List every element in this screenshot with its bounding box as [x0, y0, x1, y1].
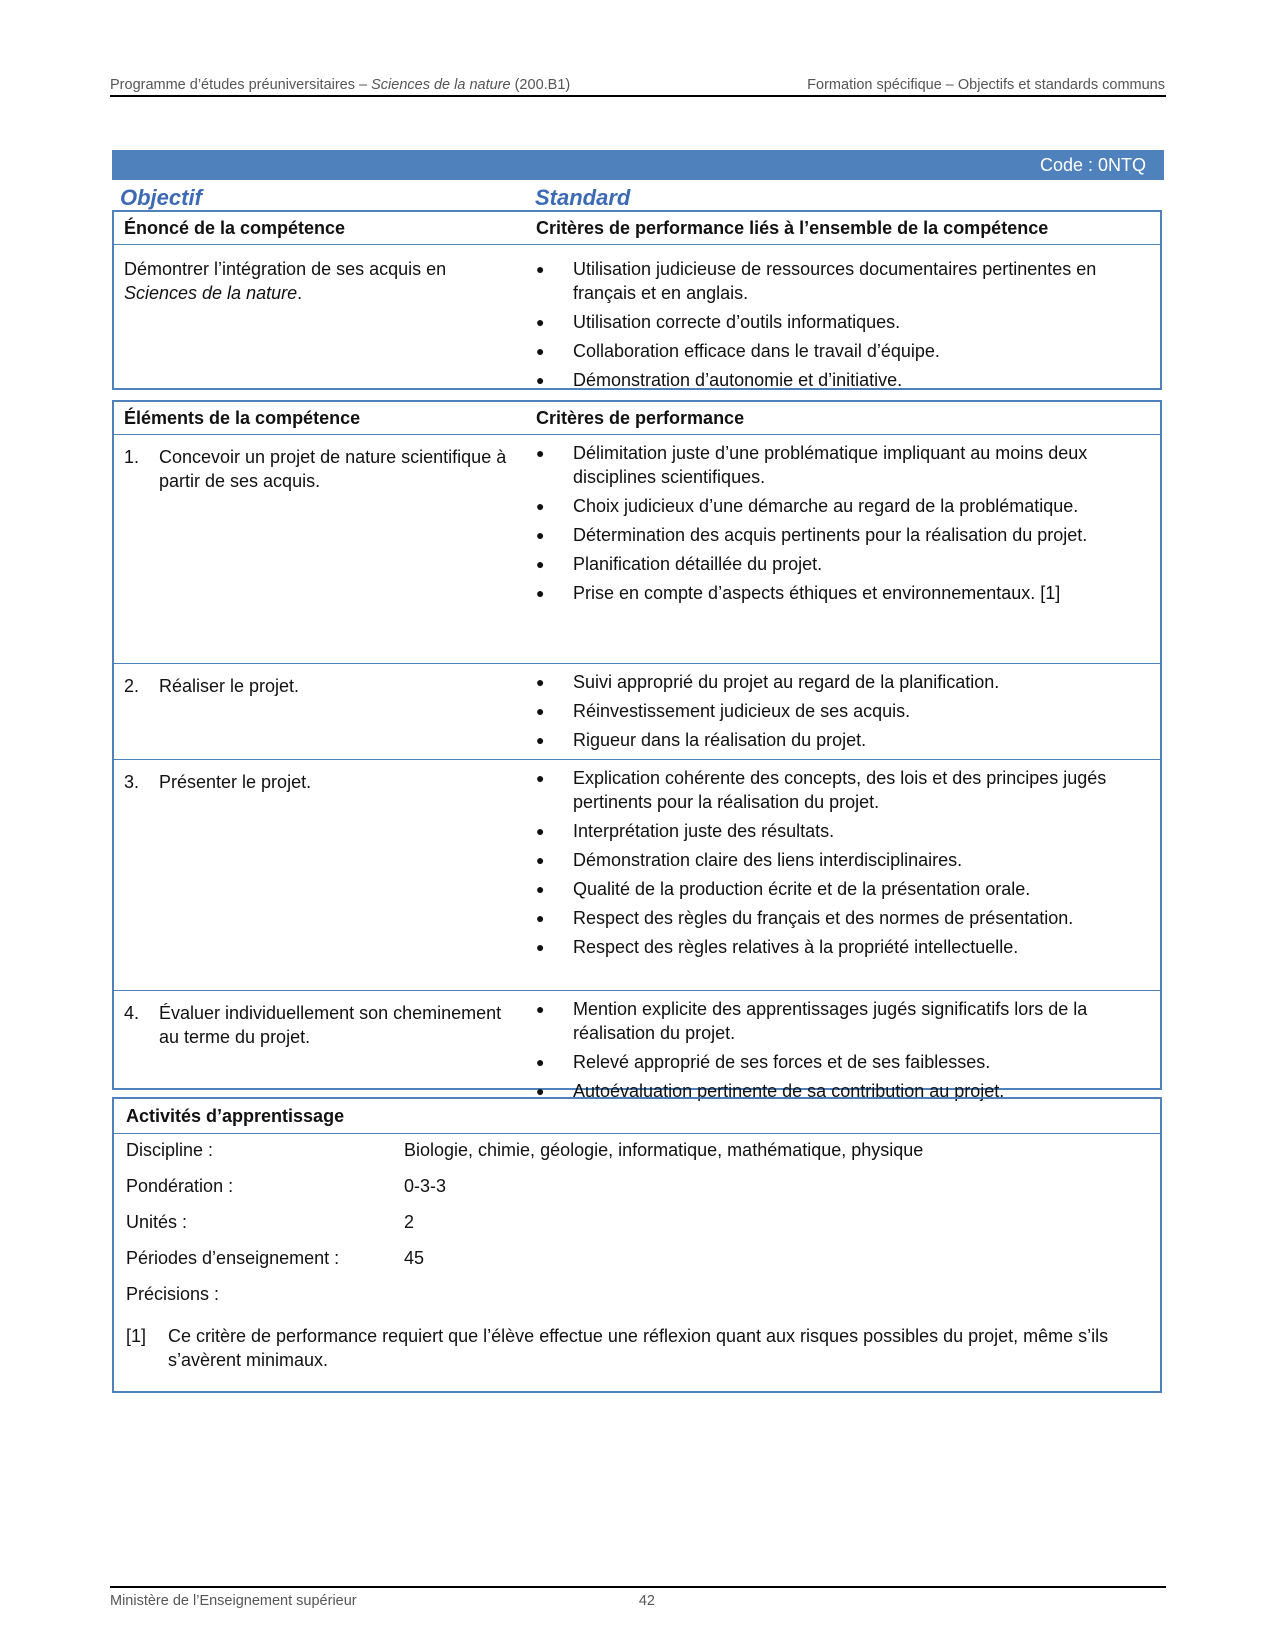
criterion-item: ● Qualité de la production écrite et de la présentation orale.	[536, 879, 1031, 899]
code-bar	[112, 150, 1164, 180]
elements-table	[112, 400, 1162, 1101]
criterion-item: ● Prise en compte d’aspects éthiques et environnementaux. [1]	[536, 583, 1061, 603]
elements-header-row	[114, 402, 1160, 435]
activities-table	[112, 1097, 1162, 1393]
bullet-icon: ●	[536, 852, 545, 868]
unites-row: Unités : 2	[126, 1212, 415, 1232]
header-rule	[110, 95, 1166, 97]
competence-table	[112, 210, 1162, 390]
criteria-list-3	[536, 766, 1141, 959]
bullet-icon: ●	[536, 910, 545, 926]
page-header	[110, 77, 1165, 93]
periodes-row: Périodes d’enseignement : 45	[126, 1248, 425, 1268]
criterion-item: ● Délimitation juste d’une problématique impliquant au moins deux disciplines scientifiques.	[536, 443, 1088, 487]
criterion-item: ● Autoévaluation pertinente de sa contribution au projet.	[536, 1081, 1005, 1101]
element-row-3	[114, 760, 1160, 991]
header-section: Formation spécifique – Objectifs et standards communs	[807, 77, 1165, 93]
header-program: Programme d’études préuniversitaires – Sciences de la nature (200.B1)	[110, 77, 571, 93]
bullet-icon: ●	[536, 343, 545, 359]
performance-criteria-heading: Critères de performance	[536, 408, 745, 428]
note-text: Ce critère de performance requiert que l’élève effectue une réflexion quant aux risques possibles du projet, même s’ils s’avèrent minimaux.	[168, 1326, 1109, 1370]
criterion-item: ● Collaboration efficace dans le travail d’équipe.	[536, 341, 940, 361]
activities-header-row	[114, 1099, 1160, 1134]
activities-heading: Activités d’apprentissage	[126, 1106, 345, 1126]
global-criteria-heading: Critères de performance liés à l’ensemble de la compétence	[536, 218, 1049, 238]
criterion-item: ● Planification détaillée du projet.	[536, 554, 823, 574]
criteria-list-2	[536, 670, 1141, 752]
criterion-item: ● Respect des règles du français et des normes de présentation.	[536, 908, 1074, 928]
precision-note	[126, 1324, 1146, 1372]
competence-heading: Énoncé de la compétence	[124, 218, 346, 238]
course-code: Code : 0NTQ	[1039, 155, 1146, 175]
element-row-2	[114, 664, 1160, 760]
footer-ministry: Ministère de l’Enseignement supérieur	[110, 1593, 357, 1609]
bullet-icon: ●	[536, 823, 545, 839]
criterion-item: ● Mention explicite des apprentissages jugés significatifs lors de la réalisation du projet.	[536, 999, 1088, 1043]
criterion-item: ● Relevé approprié de ses forces et de ses faiblesses.	[536, 1052, 991, 1072]
criterion-item: ● Réinvestissement judicieux de ses acquis.	[536, 701, 911, 721]
criterion-item: ● Démonstration d’autonomie et d’initiative.	[536, 370, 903, 390]
criteria-list-1	[536, 441, 1141, 605]
competence-row	[114, 245, 1160, 394]
bullet-icon: ●	[536, 881, 545, 897]
bullet-icon: ●	[536, 732, 545, 748]
bullet-icon: ●	[536, 261, 545, 277]
bullet-icon: ●	[536, 498, 545, 514]
criterion-item: ● Interprétation juste des résultats.	[536, 821, 835, 841]
bullet-icon: ●	[536, 1083, 545, 1099]
bullet-icon: ●	[536, 314, 545, 330]
competence-statement: Démontrer l’intégration de ses acquis en Sciences de la nature.	[124, 259, 447, 303]
bullet-icon: ●	[536, 703, 545, 719]
competence-header-row	[114, 212, 1160, 245]
element-row-1	[114, 435, 1160, 664]
note-number: [1]	[126, 1326, 147, 1346]
criterion-item: ● Choix judicieux d’une démarche au regard de la problématique.	[536, 496, 1079, 516]
criterion-item: ● Rigueur dans la réalisation du projet.	[536, 730, 867, 750]
criteria-list-4	[536, 997, 1141, 1103]
element-4: 4. Évaluer individuellement son cheminement au terme du projet.	[124, 1003, 502, 1047]
criterion-item: ● Respect des règles relatives à la propriété intellectuelle.	[536, 937, 1019, 957]
ponderation-row: Pondération : 0-3-3	[126, 1176, 447, 1196]
criterion-item: ● Utilisation correcte d’outils informatiques.	[536, 312, 901, 332]
objectif-label: Objectif	[120, 185, 202, 210]
standard-label: Standard	[535, 185, 631, 210]
bullet-icon: ●	[536, 372, 545, 388]
criterion-item: ● Détermination des acquis pertinents pour la réalisation du projet.	[536, 525, 1088, 545]
bullet-icon: ●	[536, 556, 545, 572]
bullet-icon: ●	[536, 674, 545, 690]
elements-heading: Éléments de la compétence	[124, 408, 361, 428]
criterion-item: ● Explication cohérente des concepts, des lois et des principes jugés pertinents pour la réalisation du projet.	[536, 768, 1107, 812]
bullet-icon: ●	[536, 445, 545, 461]
criterion-item: ● Utilisation judicieuse de ressources documentaires pertinentes en français et en anglais.	[536, 259, 1097, 303]
element-3: 3. Présenter le projet.	[124, 772, 312, 792]
bullet-icon: ●	[536, 770, 545, 786]
bullet-icon: ●	[536, 1054, 545, 1070]
page-number: 42	[638, 1593, 655, 1609]
bullet-icon: ●	[536, 1001, 545, 1017]
bullet-icon: ●	[536, 585, 545, 601]
bullet-icon: ●	[536, 527, 545, 543]
discipline-row: Discipline : Biologie, chimie, géologie, informatique, mathématique, physique	[126, 1140, 924, 1160]
element-2: 2. Réaliser le projet.	[124, 676, 300, 696]
element-1: 1. Concevoir un projet de nature scientifique à partir de ses acquis.	[124, 447, 507, 491]
precisions-row: Précisions :	[126, 1284, 220, 1304]
page-footer	[110, 1593, 655, 1609]
footer-rule	[110, 1586, 1166, 1588]
criterion-item: ● Démonstration claire des liens interdisciplinaires.	[536, 850, 963, 870]
criterion-item: ● Suivi approprié du projet au regard de la planification.	[536, 672, 1000, 692]
global-criteria-list	[536, 251, 1141, 392]
bullet-icon: ●	[536, 939, 545, 955]
